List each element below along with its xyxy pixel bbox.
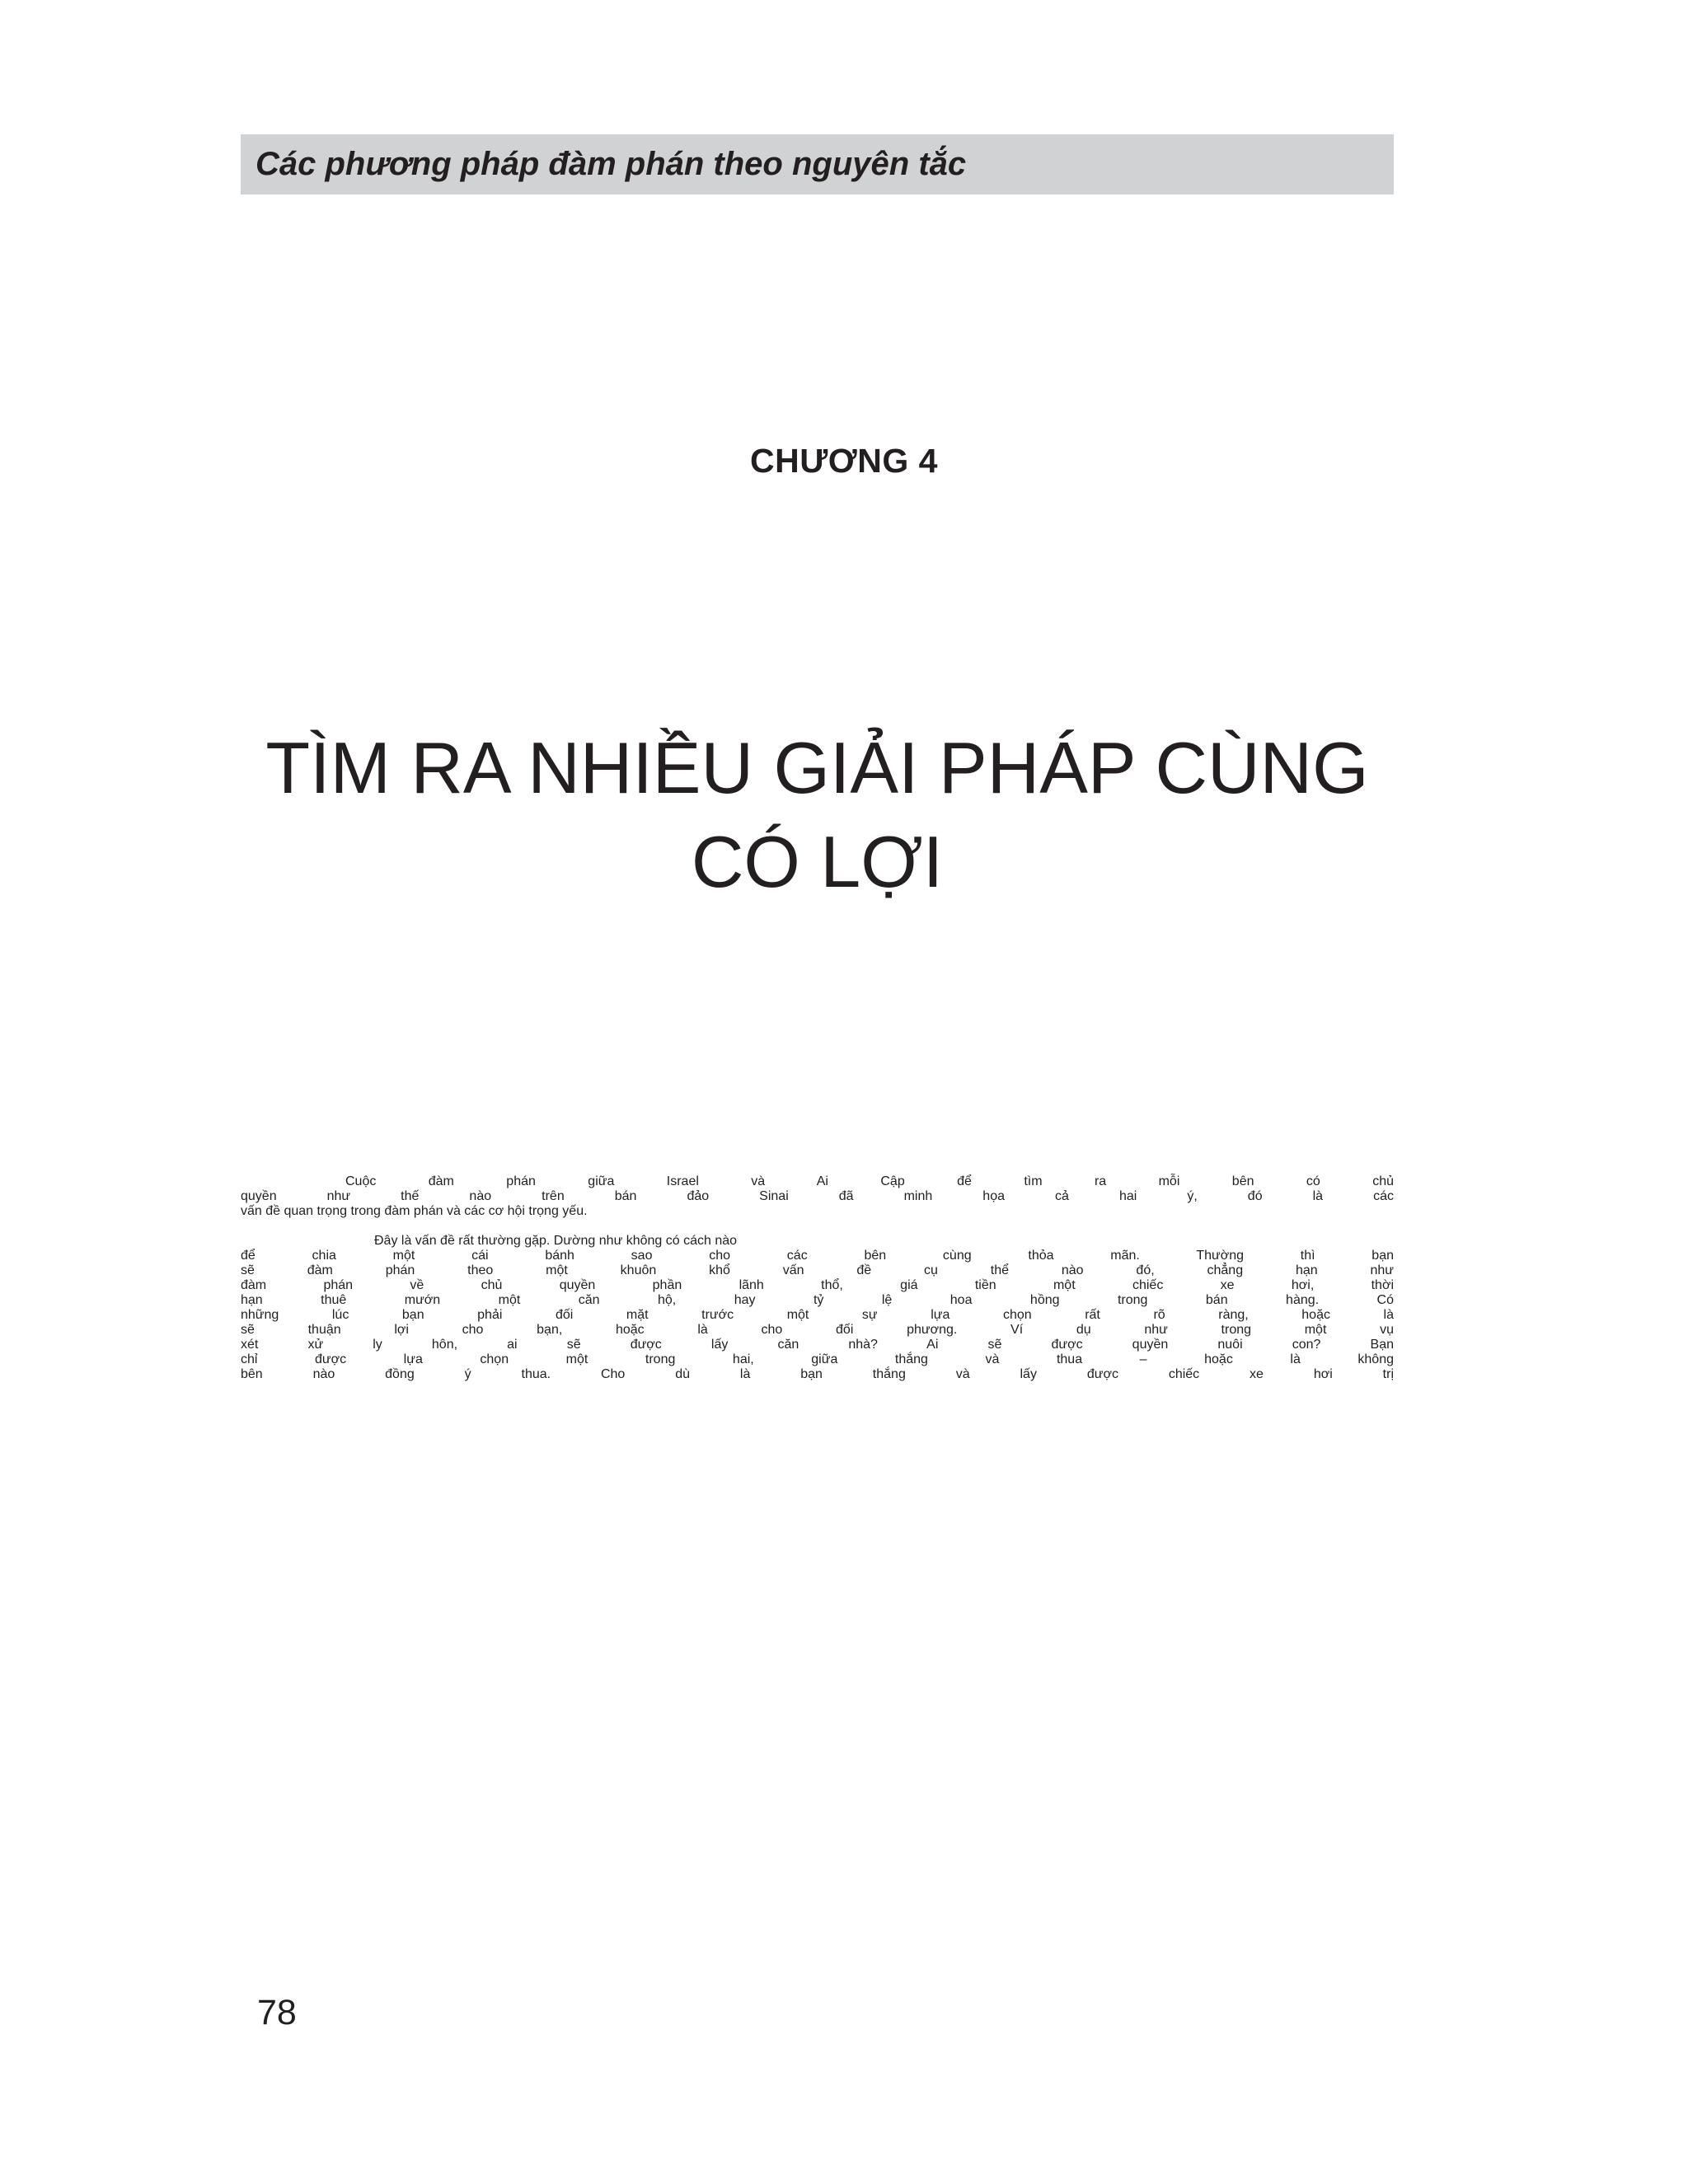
paragraph-line: vấn đề quan trọng trong đàm phán và các cơ hội trọng yếu. <box>241 1204 588 1218</box>
body-text <box>241 1174 1394 1382</box>
paragraph-line: sẽ thuận lợi cho bạn, hoặc là cho đối phương. Ví dụ như trong một vụ <box>241 1323 1394 1337</box>
chapter-label: CHƯƠNG 4 <box>750 442 938 480</box>
chapter-title-line: TÌM RA NHIỀU GIẢI PHÁP CÙNG <box>265 727 1369 808</box>
paragraph-line: quyền như thế nào trên bán đảo Sinai đã minh họa cả hai ý, đó là các <box>241 1189 1394 1203</box>
paragraph-line: hạn thuê mướn một căn hộ, hay tỷ lệ hoa hồng trong bán hàng. Có <box>241 1293 1394 1307</box>
paragraph-line: những lúc bạn phải đối mặt trước một sự lựa chọn rất rõ ràng, hoặc là <box>241 1308 1394 1322</box>
paragraph-line: sẽ đàm phán theo một khuôn khổ vấn đề cụ thể nào đó, chẳng hạn như <box>241 1263 1394 1277</box>
running-header-title: Các phương pháp đàm phán theo nguyên tắc <box>256 146 967 182</box>
page-number: 78 <box>257 1993 297 2032</box>
chapter-title <box>241 721 1394 909</box>
paragraph-line: để chia một cái bánh sao cho các bên cùng thỏa mãn. Thường thì bạn <box>241 1249 1394 1263</box>
running-header <box>241 134 1394 194</box>
paragraph-line: chỉ được lựa chọn một trong hai, giữa thắng và thua – hoặc là không <box>241 1352 1394 1366</box>
chapter-title-line: CÓ LỢI <box>691 821 944 902</box>
paragraph-line: đàm phán về chủ quyền phần lãnh thổ, giá tiền một chiếc xe hơi, thời <box>241 1278 1394 1292</box>
paragraph-line: xét xử ly hôn, ai sẽ được lấy căn nhà? Ai sẽ được quyền nuôi con? Bạn <box>241 1338 1394 1352</box>
paragraph-line: Cuộc đàm phán giữa Israel và Ai Cập để tìm ra mỗi bên có chủ <box>345 1174 1394 1188</box>
paragraph-line: Đây là vấn đề rất thường gặp. Dường như không có cách nào <box>374 1234 738 1248</box>
paragraph-line: bên nào đồng ý thua. Cho dù là bạn thắng và lấy được chiếc xe hơi trị <box>241 1367 1394 1381</box>
